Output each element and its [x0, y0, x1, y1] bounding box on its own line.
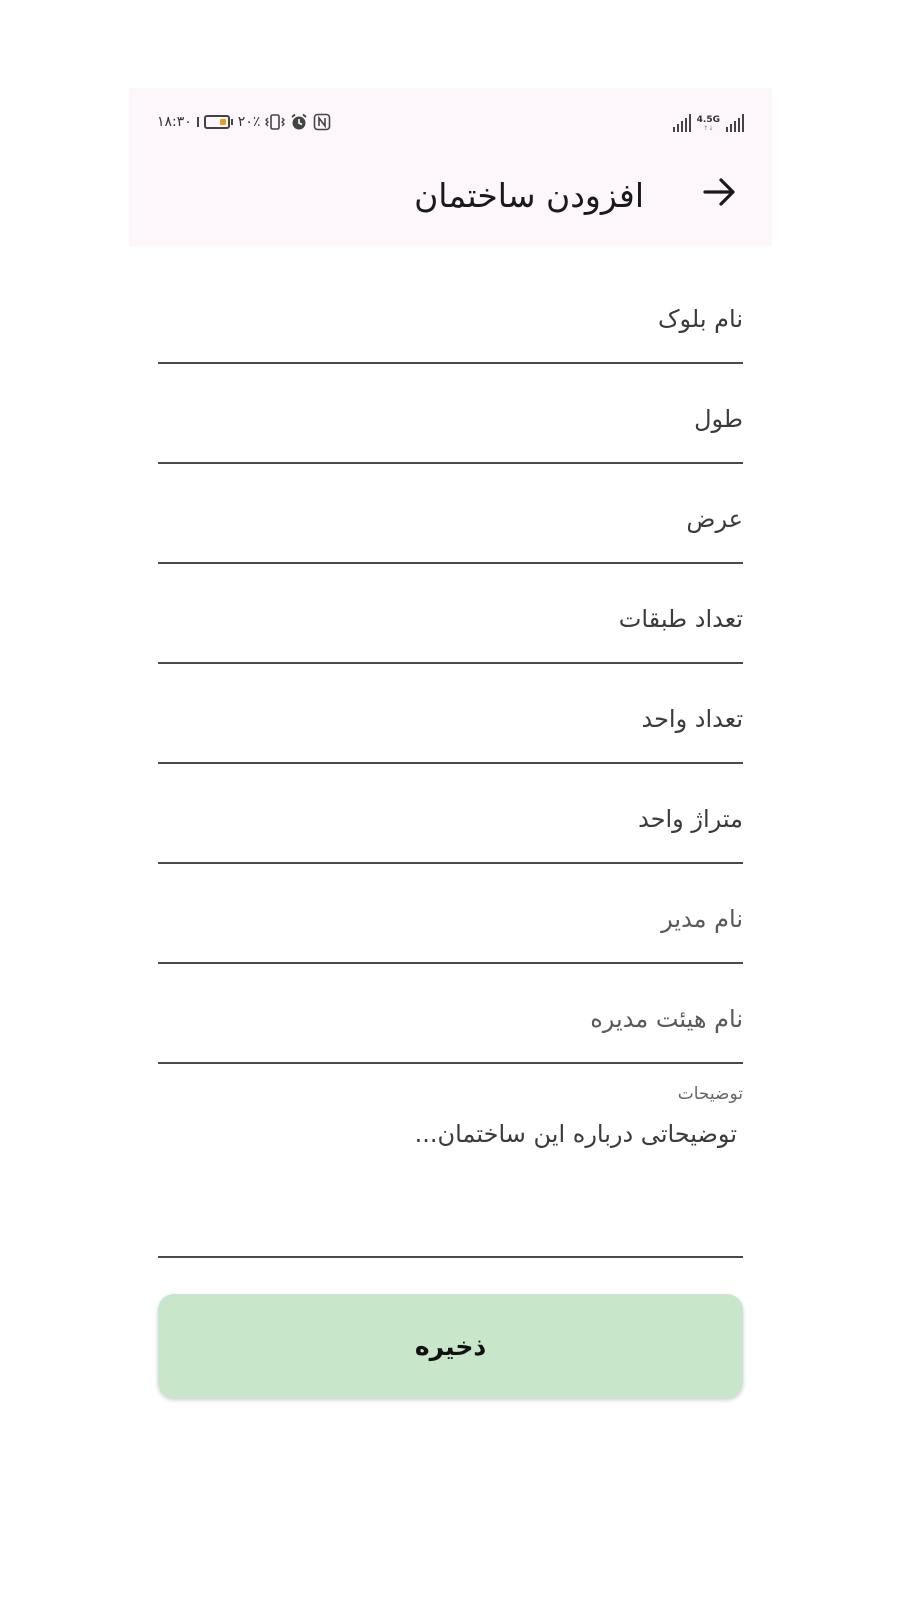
- app-bar: [129, 88, 772, 246]
- unit-area-input[interactable]: [158, 776, 743, 862]
- alarm-icon: [290, 113, 308, 131]
- nfc-icon: [313, 113, 331, 131]
- floors-count-input[interactable]: [158, 576, 743, 662]
- battery-tip: [231, 119, 233, 125]
- width-field[interactable]: [158, 476, 743, 564]
- block-name-input[interactable]: [158, 276, 743, 362]
- width-input[interactable]: [158, 476, 743, 562]
- unit-area-field[interactable]: [158, 776, 743, 864]
- save-button[interactable]: ذخیره: [158, 1294, 743, 1398]
- battery-percent: ۲۰٪: [237, 114, 261, 130]
- status-right: [673, 110, 744, 132]
- arrow-right-icon: [703, 177, 737, 207]
- clock: ۱۸:۳۰: [157, 114, 192, 130]
- network-type: 4.5G ↑↓: [696, 115, 720, 132]
- screen: [129, 88, 772, 1428]
- length-field[interactable]: [158, 376, 743, 464]
- length-input[interactable]: [158, 376, 743, 462]
- floors-count-field[interactable]: [158, 576, 743, 664]
- status-left: [157, 112, 331, 132]
- description-textarea[interactable]: [158, 1110, 743, 1256]
- manager-name-field[interactable]: [158, 876, 743, 964]
- units-count-field[interactable]: [158, 676, 743, 764]
- description-label: توضیحات: [677, 1084, 743, 1104]
- units-count-input[interactable]: [158, 676, 743, 762]
- board-name-input[interactable]: [158, 976, 743, 1062]
- battery-icon: [204, 115, 230, 129]
- board-name-field[interactable]: [158, 976, 743, 1064]
- back-arrow-button[interactable]: [700, 172, 740, 212]
- status-bar: [129, 88, 772, 154]
- page-title: افزودن ساختمان: [414, 176, 644, 215]
- vibrate-icon: [265, 113, 285, 131]
- description-field[interactable]: [158, 1110, 743, 1258]
- signal-icon: [673, 114, 691, 132]
- manager-name-input[interactable]: [158, 876, 743, 962]
- divider: [197, 117, 199, 127]
- block-name-field[interactable]: [158, 276, 743, 364]
- signal-icon-2: [726, 114, 744, 132]
